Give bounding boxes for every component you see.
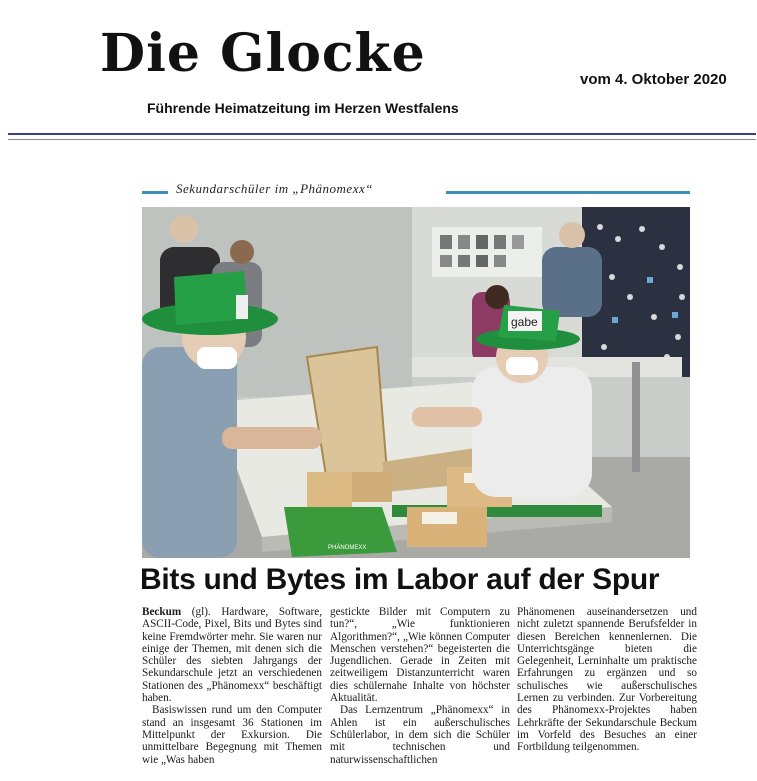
column-2-paragraph-2: Das Lernzentrum „Phänomexx“ in Ahlen ist ein außerschulisches Schülerlabor, in dem sich die Schüler mit technischen und naturwissenschaftlichen (330, 704, 510, 766)
article-headline: Bits und Bytes im Labor auf der Spur (140, 563, 660, 596)
column-2-paragraph-1: gestickte Bilder mit Computern zu tun?“, „Wie funktionieren Algorithmen?“, „Wie können Computer Menschen verstehen?“ begeisterten die Jugendlichen. Gerade in Zeiten mit zeitweiligem Distanzunterricht waren dies schülernahe Inhalte von höchster Aktualität. (330, 606, 510, 705)
kicker-line-left (142, 191, 168, 194)
article-kicker: Sekundarschüler im „Phänomexx“ (176, 181, 373, 196)
dateline: Beckum (142, 606, 182, 618)
masthead-rule (8, 133, 756, 135)
article-column-1 (142, 606, 322, 766)
kicker-line-right (446, 191, 690, 194)
hat-label: gabe (511, 315, 538, 329)
column-1-text-1: (gl). Hardware, Software, ASCII-Code, Pixel, Bits und Bytes sind keine Fremdwörter mehr. Sie waren nur einige der Themen, mit denen sich die Schüler des siebten Jahrgangs der Sekundarschule jetzt an verschiedenen Stationen des „Phänomexx“ beschäftigt haben. (142, 606, 322, 705)
article-column-3 (517, 606, 697, 754)
article-column-2 (330, 606, 510, 766)
classroom-photo-illustration (142, 207, 690, 558)
masthead (0, 0, 757, 140)
article-photo (142, 207, 690, 558)
column-3-paragraph-1: Phänomenen auseinandersetzen und nicht zuletzt spannende Berufsfelder in diesen Bereichen kennenlernen. Die Unterrichtsgänge bieten die Gelegenheit, Lerninhalte um praktische Erfahrungen zu ergänzen und so schulisches wie außerschulisches Lernen zu verbinden. Zur Vorbereitung des Phänomexx-Projektes haben Lehrkräfte der Sekundarschule Beckum im Vorfeld des Besuches an einer Fortbildung teilgenommen. (517, 606, 697, 754)
column-1-paragraph-1 (142, 606, 322, 704)
issue-date: vom 4. Oktober 2020 (580, 71, 727, 88)
newspaper-logo: Die Glocke (100, 23, 426, 84)
newspaper-tagline: Führende Heimatzeitung im Herzen Westfalens (147, 100, 459, 116)
column-1-paragraph-2: Basiswissen rund um den Computer stand an insgesamt 36 Stationen im Mittelpunkt der Exkursion. Die unmittelbare Begegnung mit Themen wie „Was haben (142, 704, 322, 766)
book-label: PHÄNOMEXX (328, 545, 367, 551)
masthead-rule-thin (8, 139, 756, 140)
